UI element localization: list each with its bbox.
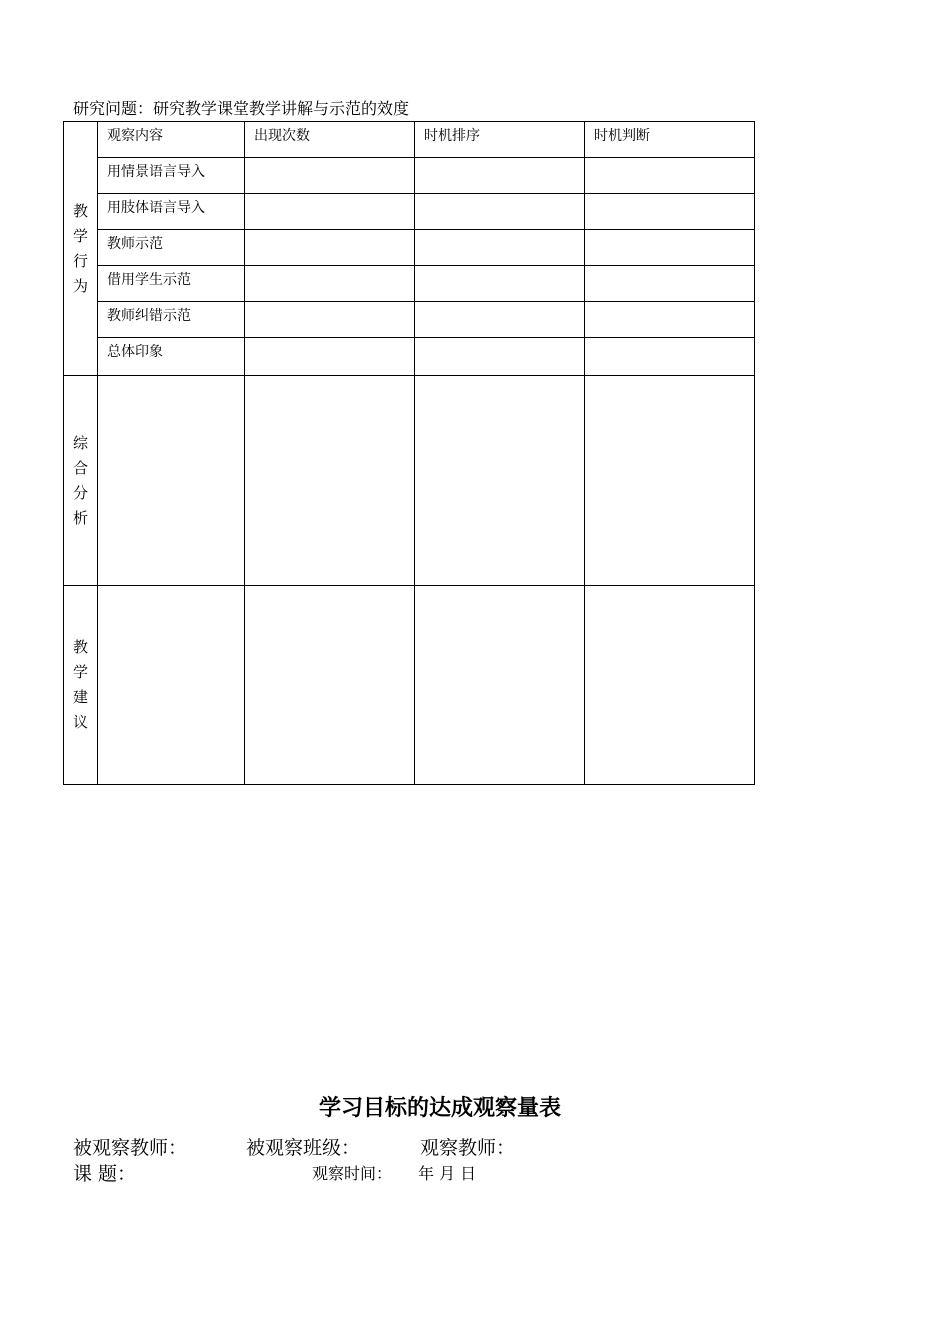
table-cell bbox=[415, 302, 585, 338]
table-row bbox=[64, 194, 755, 230]
observe-time-label: 观察时间： bbox=[312, 1164, 393, 1183]
header-occurrence-count: 出现次数 bbox=[245, 122, 415, 158]
table-cell bbox=[585, 586, 755, 785]
row-label: 借用学生示范 bbox=[98, 266, 245, 302]
table-cell bbox=[415, 266, 585, 302]
table-cell bbox=[415, 376, 585, 586]
table-cell bbox=[415, 158, 585, 194]
table-row bbox=[64, 266, 755, 302]
table-cell bbox=[98, 376, 245, 586]
table-row bbox=[64, 158, 755, 194]
table-cell bbox=[585, 230, 755, 266]
row-label: 教师示范 bbox=[98, 230, 245, 266]
header-timing-order: 时机排序 bbox=[415, 122, 585, 158]
table-cell bbox=[245, 376, 415, 586]
table-cell bbox=[585, 338, 755, 376]
observation-table bbox=[63, 121, 755, 785]
table-cell bbox=[98, 586, 245, 785]
topic-label: 课 题： bbox=[73, 1163, 137, 1185]
table-cell bbox=[245, 194, 415, 230]
table-cell bbox=[585, 266, 755, 302]
table-cell bbox=[585, 194, 755, 230]
header-observation-content: 观察内容 bbox=[98, 122, 245, 158]
table-cell bbox=[245, 230, 415, 266]
table-cell bbox=[415, 194, 585, 230]
analysis-row bbox=[64, 376, 755, 586]
group-analysis: 综合分析 bbox=[64, 376, 98, 586]
table-row bbox=[64, 338, 755, 376]
table-cell bbox=[585, 376, 755, 586]
group-teaching-behavior: 教学行为 bbox=[64, 122, 98, 376]
table-row bbox=[64, 302, 755, 338]
form-title: 学习目标的达成观察量表 bbox=[318, 1096, 561, 1121]
row-label: 教师纠错示范 bbox=[98, 302, 245, 338]
header-timing-judgment: 时机判断 bbox=[585, 122, 755, 158]
row-label: 总体印象 bbox=[98, 338, 245, 376]
observed-teacher-label: 被观察教师： bbox=[73, 1137, 188, 1159]
observed-class-label: 被观察班级： bbox=[246, 1137, 361, 1159]
table-cell bbox=[245, 266, 415, 302]
row-label: 用情景语言导入 bbox=[98, 158, 245, 194]
table-header-row bbox=[64, 122, 755, 158]
date-label: 年 月 日 bbox=[418, 1164, 477, 1183]
table-row bbox=[64, 230, 755, 266]
suggestion-row bbox=[64, 586, 755, 785]
observer-label: 观察教师： bbox=[420, 1137, 516, 1159]
row-label: 用肢体语言导入 bbox=[98, 194, 245, 230]
table-cell bbox=[245, 338, 415, 376]
research-question: 研究问题：研究教学课堂教学讲解与示范的效度 bbox=[73, 99, 410, 118]
table-cell bbox=[415, 230, 585, 266]
table-cell bbox=[415, 586, 585, 785]
table-cell bbox=[245, 302, 415, 338]
group-suggestion: 教学建议 bbox=[64, 586, 98, 785]
table-cell bbox=[245, 158, 415, 194]
table-cell bbox=[585, 302, 755, 338]
table-cell bbox=[585, 158, 755, 194]
table-cell bbox=[415, 338, 585, 376]
table-cell bbox=[245, 586, 415, 785]
